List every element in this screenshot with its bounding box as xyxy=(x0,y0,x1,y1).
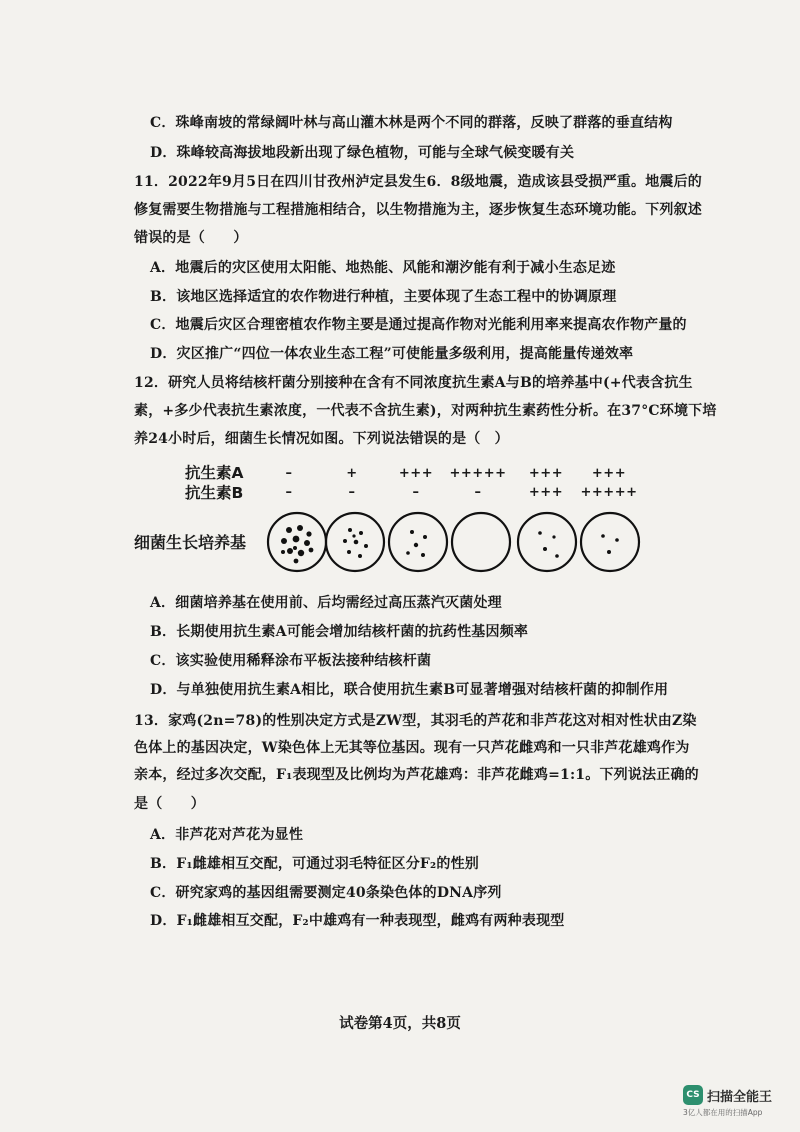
text-line: 养24小时后，细菌生长情况如图。下列说法错误的是（ ） xyxy=(134,431,509,447)
culture-medium-label: 细菌生长培养基 xyxy=(134,533,247,552)
petri-dish-6 xyxy=(581,513,639,571)
option-a: A．非芦花对芦花为显性 xyxy=(150,827,304,843)
petri-dish-1 xyxy=(268,513,326,571)
antibiotic-a-level: – xyxy=(285,466,293,481)
bacterial-colonies-5 xyxy=(538,531,559,558)
antibiotic-b-level: – xyxy=(412,485,420,500)
text-line: D．珠峰较高海拔地段新出现了绿色植物，可能与全球气候变暖有关 xyxy=(150,145,575,161)
text-line: 素，+多少代表抗生素浓度，一代表不含抗生素)，对两种抗生素药性分析。在37°C环境下培 xyxy=(134,403,717,419)
petri-dish-3 xyxy=(389,513,447,571)
option-c: C．研究家鸡的基因组需要测定40条染色体的DNA序列 xyxy=(150,885,502,901)
petri-dish-2 xyxy=(326,513,384,571)
text-line: 是（ ） xyxy=(134,796,205,812)
scanner-watermark xyxy=(683,1085,783,1119)
text-line: 错误的是（ ） xyxy=(134,230,248,246)
antibiotic-a-level: +++ xyxy=(591,466,627,481)
antibiotic-b-level: +++ xyxy=(528,485,564,500)
text-line: 色体上的基因决定，W染色体上无其等位基因。现有一只芦花雌鸡和一只非芦花雄鸡作为 xyxy=(134,740,690,756)
text-line: 修复需要生物措施与工程措施相结合，以生物措施为主，逐步恢复生态环境功能。下列叙述 xyxy=(134,202,702,218)
option-d: D．与单独使用抗生素A相比，联合使用抗生素B可显著增强对结核杆菌的抑制作用 xyxy=(150,682,669,698)
brand-name: 扫描全能王 xyxy=(707,1090,773,1105)
antibiotic-b-label: 抗生素B xyxy=(185,484,244,502)
bacterial-colonies-3 xyxy=(406,530,427,557)
antibiotic-b-level: +++++ xyxy=(580,485,638,500)
option-c: C．该实验使用稀释涂布平板法接种结核杆菌 xyxy=(150,653,432,669)
question-13-stem: 13．家鸡(2n=78)的性别决定方式是ZW型，其羽毛的芦花和非芦花这对相对性状由Z染 xyxy=(134,713,697,729)
option-b: B．F₁雌雄相互交配，可通过羽毛特征区分F₂的性别 xyxy=(150,856,479,872)
antibiotic-a-level: +++ xyxy=(528,466,564,481)
question-11-stem: 11．2022年9月5日在四川甘孜州泸定县发生6．8级地震，造成该县受损严重。地震后的 xyxy=(134,174,703,190)
antibiotic-b-level: – xyxy=(285,485,293,500)
question-12-stem: 12．研究人员将结核杆菌分别接种在含有不同浓度抗生素A与B的培养基中(+代表含抗生 xyxy=(134,375,693,391)
antibiotic-a-label: 抗生素A xyxy=(185,464,244,482)
text-line: C．珠峰南坡的常绿阔叶林与高山灌木林是两个不同的群落，反映了群落的垂直结构 xyxy=(150,115,673,131)
option-d: D．F₁雌雄相互交配，F₂中雄鸡有一种表现型，雌鸡有两种表现型 xyxy=(150,913,565,929)
option-a: A．地震后的灾区使用太阳能、地热能、风能和潮汐能有利于减小生态足迹 xyxy=(150,260,616,276)
option-a: A．细菌培养基在使用前、后均需经过高压蒸汽灭菌处理 xyxy=(150,595,502,611)
bacterial-colonies-2 xyxy=(343,528,368,558)
antibiotic-b-level: – xyxy=(348,485,356,500)
petri-dish-5 xyxy=(518,513,576,571)
option-d: D．灾区推广“四位一体农业生态工程”可使能量多级利用，提高能量传递效率 xyxy=(150,346,634,362)
bacterial-colonies-6 xyxy=(601,534,619,554)
text-line: 亲本，经过多次交配，F₁表现型及比例均为芦花雄鸡：非芦花雌鸡=1:1。下列说法正确的 xyxy=(134,767,699,783)
brand-tagline: 3亿人都在用的扫描App xyxy=(683,1108,763,1117)
antibiotic-a-level: +++ xyxy=(398,466,434,481)
antibiotic-a-level: +++++ xyxy=(449,466,507,481)
option-b: B．长期使用抗生素A可能会增加结核杆菌的抗药性基因频率 xyxy=(150,624,529,640)
option-c: C．地震后灾区合理密植农作物主要是通过提高作物对光能利用率来提高农作物产量的 xyxy=(150,317,687,333)
page-footer: 试卷第4页，共8页 xyxy=(339,1015,461,1032)
antibiotic-a-level: + xyxy=(346,466,358,481)
camscanner-logo-icon: CS xyxy=(683,1085,703,1105)
option-b: B．该地区选择适宜的农作物进行种植，主要体现了生态工程中的协调原理 xyxy=(150,289,617,305)
petri-dish-4 xyxy=(452,513,510,571)
antibiotic-b-level: – xyxy=(474,485,482,500)
bacterial-colonies-1 xyxy=(281,525,313,563)
